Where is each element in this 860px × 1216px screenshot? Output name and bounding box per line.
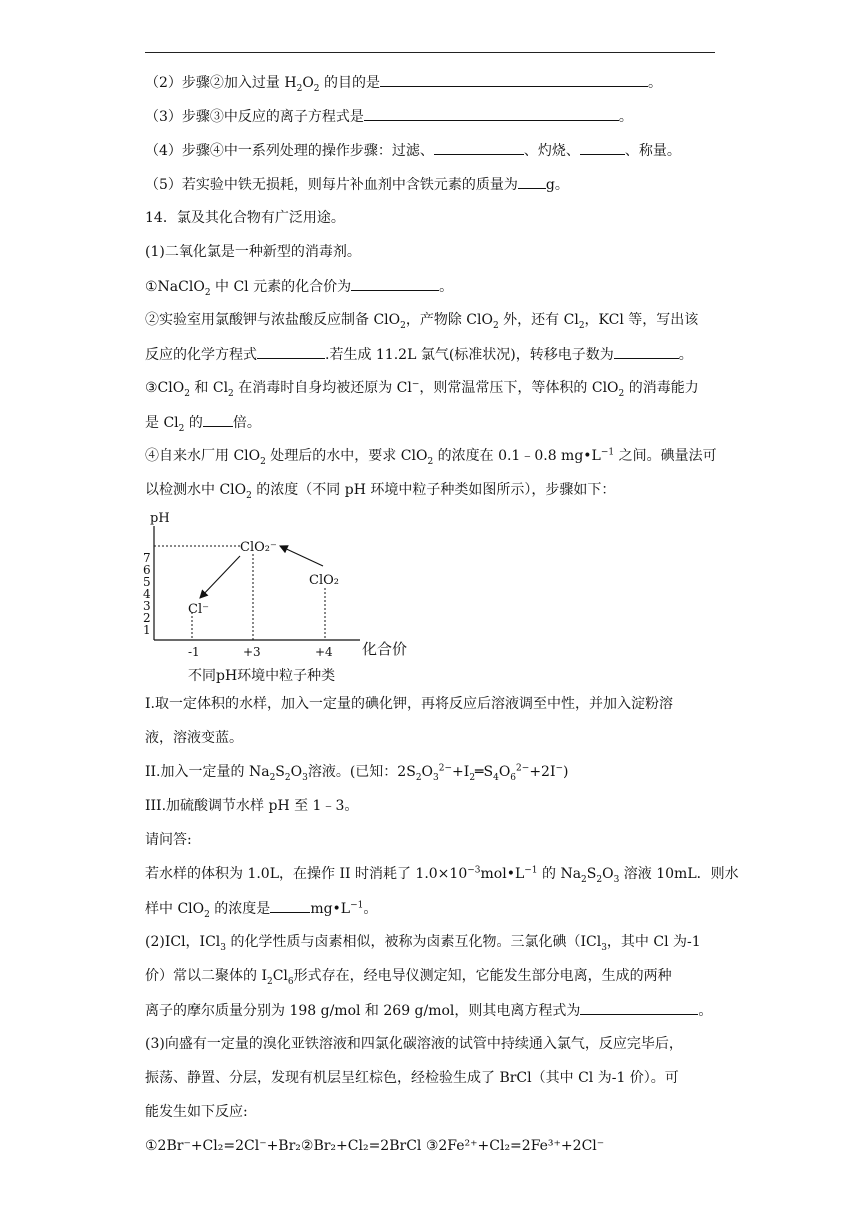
text: 以检测水中 ClO [145,482,247,498]
q14-part1-intro: (1)二氧化氯是一种新型的消毒剂。 [145,244,361,260]
text: ③ClO [145,380,185,396]
y-tick-label: 2 [143,611,151,625]
q3-text: （3）步骤③中反应的离子方程式是 [145,109,364,125]
y-tick-label: 6 [143,563,151,577]
subscript: 2 [178,423,185,434]
question-2-line [145,72,662,92]
answer-blank[interactable] [257,344,325,359]
subscript: 2 [313,83,320,94]
superscript: − [555,763,564,774]
text: 。 [678,347,693,363]
subscript: 2 [260,456,266,467]
text: ④自来水厂用 ClO [145,448,261,464]
text: 和 Cl [189,380,229,396]
text: 的浓度（不同 pH 环境中粒子种类如图所示），步骤如下： [251,482,616,498]
superscript: −3 [467,865,481,876]
text: 若水样的体积为 1.0L，在操作 II 时消耗了 1.0×10 [145,866,468,882]
subscript: 2 [228,388,234,399]
text: 的化学性质与卤素相似，被称为卤素互化物。三氯化碘（ICl [226,934,602,950]
text: (2)ICl，ICl [145,934,221,950]
superscript: −1 [600,447,615,458]
answer-blank[interactable] [351,276,439,291]
q2-purpose: 的目的是 [319,75,380,91]
answer-blank[interactable] [580,1000,698,1015]
q14-sub2-line1 [145,310,698,330]
text: 。 [439,279,454,295]
subscript: 2 [469,772,476,783]
text: ，其中 Cl 为-1 [606,934,701,950]
text: 。 [698,1003,713,1019]
subscript: 6 [510,772,517,783]
question-4-line [145,140,681,160]
q2-o: O [302,75,314,91]
text: .若生成 11.2L 氯气(标准状况)，转移电子数为 [325,347,614,363]
x-axis-label: 化合价 [362,640,408,658]
answer-blank[interactable] [380,72,648,87]
text: 样中 ClO [145,901,205,917]
subscript: 2 [269,772,276,783]
text: mg•L [310,901,351,917]
calc-line2 [145,898,377,918]
text: II.加入一定量的 Na [145,764,270,780]
step-1-line2: 液，溶液变蓝。 [145,730,243,746]
answer-blank[interactable] [434,140,524,155]
superscript: − [411,379,420,390]
y-axis-label: pH [150,511,170,526]
q4-mid: 、灼烧、 [523,143,580,159]
subscript: 2 [415,772,422,783]
answer-blank[interactable] [364,106,619,121]
text: 离子的摩尔质量分别为 198 g/mol 和 269 g/mol，则其电离方程式为 [145,1003,581,1019]
subscript: 2 [581,874,587,885]
question-14-title: 14．氯及其化合物有广泛用途。 [145,210,345,226]
text: 外，还有 Cl [498,312,579,328]
x-tick-label: +4 [315,645,333,659]
text: mol•L [480,866,525,882]
text: ，KCl 等，写出该 [584,312,699,328]
text: ═S [475,764,494,780]
question-5-line [145,174,569,194]
q14-part3-line2: 振荡、静置、分层，发现有机层呈红棕色，经检验生成了 BrCl（其中 Cl 为-1 价）。可 [145,1070,679,1086]
q14-part2-line3 [145,1000,712,1020]
subscript: 6 [287,976,294,987]
period: 。 [647,75,662,91]
subscript: 3 [601,942,607,953]
text: 的浓度是 [209,901,271,917]
q2-text: （2）步骤②加入过量 H [145,75,297,91]
subscript: 2 [246,490,252,501]
y-tick-label: 5 [143,575,151,589]
q14-part2-line1 [145,932,701,952]
subscript: 2 [400,320,406,331]
subscript: 2 [596,874,603,885]
y-tick-label: 7 [143,551,151,565]
subscript: 2 [204,287,211,298]
subscript: 2 [284,772,291,783]
x-tick-labels [188,645,333,659]
subscript: 2 [184,388,190,399]
superscript: 2− [438,763,453,774]
arrow-clo2-to-chlorite [280,546,323,566]
q14-part3-line1: (3)向盛有一定量的溴化亚铁溶液和四氯化碳溶液的试管中持续通入氯气，反应完毕后， [145,1036,683,1052]
species-chlorite: ClO₂⁻ [240,540,277,555]
q14-reactions: ①2Br⁻+Cl₂=2Cl⁻+Br₂②Br₂+Cl₂=2BrCl ③2Fe²⁺+Cl₂=2Fe³⁺+2Cl⁻ [145,1138,605,1154]
subscript: 3 [220,942,227,953]
q14-sub3-line2 [145,412,261,432]
text: 之间。碘量法可 [614,448,717,464]
species-chloride: Cl⁻ [188,602,209,617]
text: 的消毒能力 [624,380,699,396]
question-3-line [145,106,633,126]
answer-blank[interactable] [203,412,233,427]
superscript: 2− [516,763,530,774]
arrow-chlorite-to-chloride [200,556,240,598]
unit: g。 [545,177,569,193]
text: 溶液 10mL．则水 [619,866,739,882]
text: 的 [184,415,203,431]
y-tick-label: 1 [143,623,151,637]
text: ) [563,764,569,780]
text: 的 Na [537,866,582,882]
y-tick-labels [143,551,151,637]
superscript: −1 [524,865,538,876]
q5-text: （5）若实验中铁无损耗，则每片补血剂中含铁元素的质量为 [145,177,518,193]
figure-caption: 不同pH环境中粒子种类 [188,668,336,684]
step-2: II.加入一定量的 $Na_2S_2O_3$溶液。(已知：$2S_2O_3^{2-}+I_2═S_4O_6^{2-}+2I^-$) [145,763,569,783]
text: 。 [363,901,378,917]
y-tick-label: 3 [143,599,151,613]
answer-blank[interactable] [614,344,679,359]
step-1-line1: I.取一定体积的水样，加入一定量的碘化钾，再将反应后溶液调至中性，并加入淀粉溶 [145,696,673,712]
text: ，产物除 ClO [405,312,493,328]
text: 倍。 [232,415,261,431]
subscript: 2 [578,320,585,331]
text: 溶液。(已知：2S [307,764,416,780]
text: 在消毒时自身均被还原为 Cl [233,380,412,396]
q4-end: 、称量。 [624,143,681,159]
text: ①NaClO [145,279,205,295]
q14-sub3-line1 [145,378,699,398]
subscript: 2 [266,976,273,987]
text: 反应的化学方程式 [145,347,257,363]
answer-blank[interactable] [270,898,310,913]
ph-species-diagram [140,506,410,686]
text: 价）常以二聚体的 I [145,968,267,984]
answer-blank[interactable] [518,174,546,189]
text: +I [452,764,470,780]
period: 。 [618,109,633,125]
q14-sub4-line1 [145,446,717,466]
y-tick-label: 4 [143,587,151,601]
subscript: 3 [613,874,620,885]
ask-label: 请问答: [145,832,192,848]
q14-part2-line2: 价）常以二聚体的 $I_2Cl_6$形式存在，经电导仪测定知，它能发生部分电离，生成的两种 [145,968,672,987]
calc-line1: 若水样的体积为 1.0L，在操作 II 时消耗了 $1.0\times 10^{-3}mol•L^{-1}$ 的 $Na_2S_2O_3$ 溶液 10mL．则水 [145,865,739,885]
text: ，则常温常压下，等体积的 ClO [419,380,619,396]
step-3: III.加硫酸调节水样 pH 至 1﹣3。 [145,798,359,814]
subscript: 2 [204,909,210,920]
q14-part3-line3: 能发生如下反应: [145,1104,248,1120]
text: 的浓度在 0.1﹣0.8 mg•L [433,448,601,464]
text: 形式存在，经电导仪测定知，它能发生部分电离，生成的两种 [293,968,672,984]
text: ②实验室用氯酸钾与浓盐酸反应制备 ClO [145,312,401,328]
species-chlorine-dioxide: ClO₂ [309,573,339,588]
subscript: 2 [492,320,499,331]
text: 是 Cl [145,415,179,431]
subscript: 2 [618,388,625,399]
top-rule [145,52,715,53]
answer-blank[interactable] [580,140,625,155]
q4-text: （4）步骤④中一系列处理的操作步骤：过滤、 [145,143,434,159]
x-tick-label: +3 [243,645,261,659]
subscript: 3 [433,772,439,783]
text: +2I [529,764,556,780]
subscript: 2 [296,83,303,94]
text: 中 Cl 元素的化合价为 [210,279,352,295]
subscript: 4 [493,772,499,783]
subscript: 3 [302,772,308,783]
q14-sub2-line2 [145,344,693,364]
superscript: −1 [350,900,364,911]
x-tick-label: -1 [188,645,200,659]
q14-sub4-line2 [145,480,615,500]
q14-sub1 [145,276,453,296]
subscript: 2 [427,456,434,467]
text: 处理后的水中，要求 ClO [265,448,428,464]
